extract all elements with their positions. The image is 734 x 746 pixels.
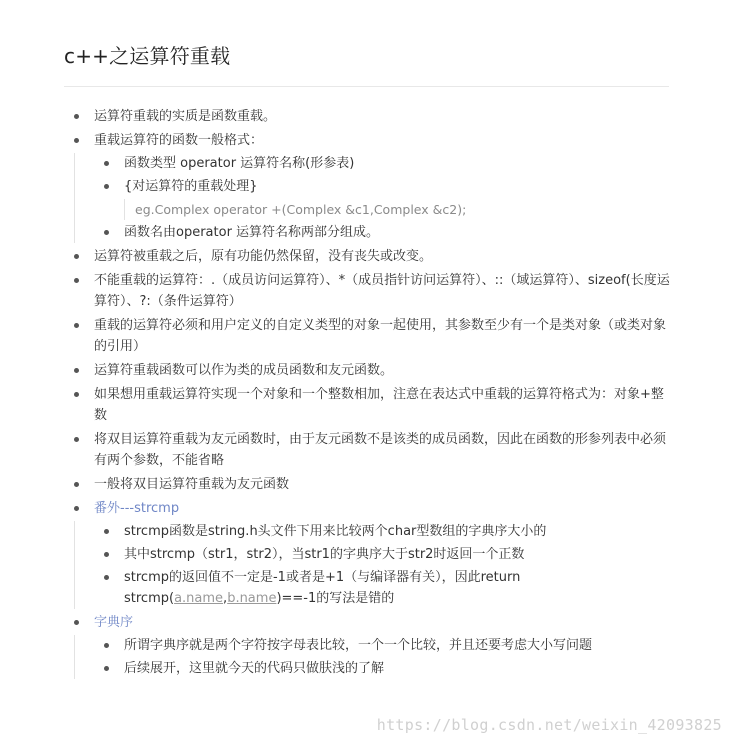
- item-text: 运算符重载函数可以作为类的成员函数和友元函数。: [94, 363, 394, 378]
- bullet-icon: [74, 368, 79, 373]
- list-item: [60, 474, 674, 495]
- sub-item-text: 所谓字典序就是两个字符按字母表比较，一个一个比较，并且还要考虑大小写问题: [124, 638, 593, 653]
- item-text: 运算符重载的实质是函数重载。: [94, 109, 277, 124]
- bullet-icon: [104, 643, 109, 648]
- item-text: 如果想用重载运算符实现一个对象和一个整数相加，注意在表达式中重载的运算符格式为：对象+整数: [94, 387, 664, 423]
- sub-list-item: [75, 658, 674, 679]
- sub-list: [74, 635, 674, 679]
- list-item: [60, 498, 674, 609]
- list-item: [60, 270, 674, 312]
- bullet-icon: [104, 529, 109, 534]
- list-item: [60, 246, 674, 267]
- watermark-url: https://blog.csdn.net/weixin_42093825: [376, 716, 722, 734]
- sub-item-text: 后续展开，这里就今天的代码只做肤浅的了解: [124, 661, 385, 676]
- sub-item-text: 函数名由operator 运算符名称两部分组成。: [124, 225, 380, 240]
- bullet-icon: [104, 161, 109, 166]
- bullet-icon: [74, 620, 79, 625]
- bullet-icon: [74, 138, 79, 143]
- sub-item-text-end: )==-1的写法是错的: [276, 591, 395, 606]
- item-text: 一般将双目运算符重载为友元函数: [94, 477, 290, 492]
- article-content: [60, 106, 674, 682]
- sub-list: [74, 153, 674, 243]
- section-label-strcmp: 番外---strcmp: [94, 501, 180, 516]
- sub-list: [74, 521, 674, 609]
- list-item: [60, 130, 674, 243]
- bullet-icon: [74, 437, 79, 442]
- sub-list-item: [75, 567, 674, 609]
- list-item: [60, 106, 674, 127]
- sub-list-item: [75, 544, 674, 565]
- item-text: 运算符被重载之后，原有功能仍然保留，没有丧失或改变。: [94, 249, 433, 264]
- section-label-dictionary-order: 字典序: [94, 615, 134, 630]
- item-text: 重载的运算符必须和用户定义的自定义类型的对象一起使用，其参数至少有一个是类对象（或类对象的引用）: [94, 318, 667, 354]
- bullet-icon: [74, 254, 79, 259]
- item-text: 将双目运算符重载为友元函数时，由于友元函数不是该类的成员函数，因此在函数的形参列表中必须有两个参数，不能省略: [94, 432, 667, 468]
- bullet-icon: [104, 230, 109, 235]
- list-item: [60, 612, 674, 679]
- bullet-icon: [74, 506, 79, 511]
- item-text: 不能重载的运算符：.（成员访问运算符）、*（成员指针访问运算符）、::（域运算符）、sizeof(长度运算符）、?:（条件运算符）: [94, 273, 670, 309]
- sub-item-text: 其中strcmp（str1，str2），当str1的字典序大于str2时返回一个正数: [124, 547, 525, 562]
- bullet-icon: [74, 114, 79, 119]
- list-item: [60, 315, 674, 357]
- bullet-icon: [74, 323, 79, 328]
- bullet-icon: [74, 482, 79, 487]
- bullet-icon: [104, 552, 109, 557]
- comma-text: ,: [223, 591, 228, 606]
- sub-list-item: [75, 153, 674, 174]
- bullet-icon: [104, 184, 109, 189]
- list-item: [60, 429, 674, 471]
- page-title: c++之运算符重载: [64, 44, 231, 68]
- sub-item-text: 函数类型 operator 运算符名称(形参表): [124, 156, 355, 171]
- sub-list-item: [75, 521, 674, 542]
- title-divider: [64, 86, 669, 87]
- main-list: [60, 106, 674, 679]
- sub-list-item: [75, 176, 674, 220]
- list-item: [60, 360, 674, 381]
- bullet-icon: [74, 392, 79, 397]
- sub-list-item: [75, 222, 674, 243]
- link-a-name[interactable]: a.name: [174, 591, 224, 606]
- list-item: [60, 384, 674, 426]
- bullet-icon: [104, 666, 109, 671]
- code-example-quote: eg.Complex operator +(Complex &c1,Complex &c2);: [124, 199, 674, 220]
- sub-list-item: [75, 635, 674, 656]
- bullet-icon: [104, 575, 109, 580]
- link-b-name[interactable]: b.name: [227, 591, 277, 606]
- sub-item-text: strcmp的返回值不一定是-1或者是+1（与编译器有关），因此return strcmp(: [124, 570, 521, 606]
- sub-item-text: strcmp函数是string.h头文件下用来比较两个char型数组的字典序大小的: [124, 524, 547, 539]
- sub-item-text: {对运算符的重载处理}: [124, 179, 258, 194]
- item-text: 重载运算符的函数一般格式：: [94, 133, 264, 148]
- bullet-icon: [74, 278, 79, 283]
